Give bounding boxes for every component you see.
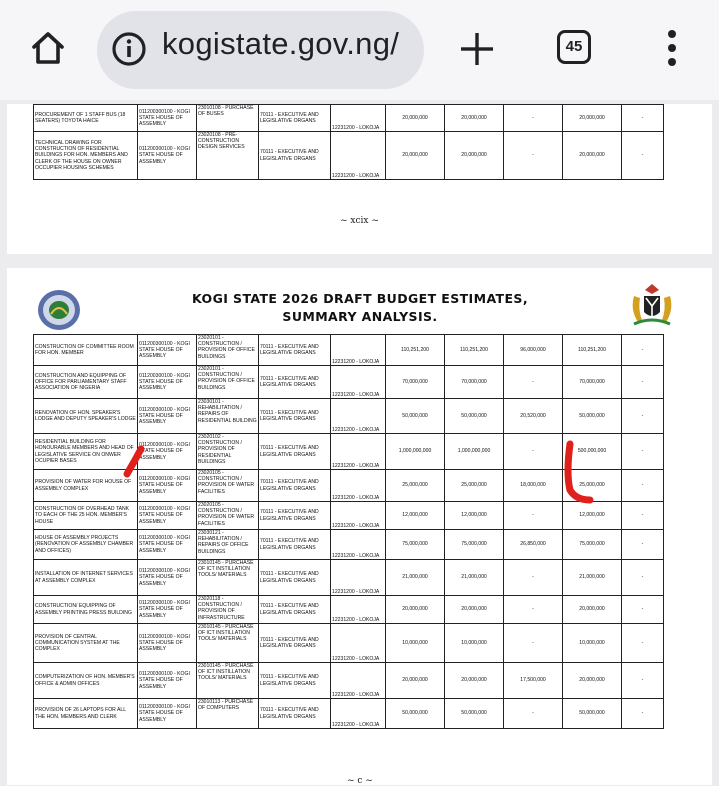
- cell-proposed-amount: 20,000,000: [563, 663, 622, 699]
- cell-actual-amount: -: [504, 596, 563, 624]
- cell-remarks: -: [622, 335, 664, 366]
- cell-approved-amount: 20,000,000: [386, 132, 445, 180]
- cell-function-code: 70111 - EXECUTIVE AND LEGISLATIVE ORGANS: [259, 366, 331, 399]
- cell-proposed-amount: 70,000,000: [563, 366, 622, 399]
- cell-remarks: -: [622, 366, 664, 399]
- cell-mda-code: 011200300100 - KOGI STATE HOUSE OF ASSEMBLY: [138, 366, 197, 399]
- cell-item-description: RENOVATION OF HON. SPEAKER'S LODGE AND DEPUTY SPEAKER'S LODGE: [34, 399, 138, 434]
- cell-actual-amount: 18,000,000: [504, 470, 563, 502]
- cell-mda-code: 011200300100 - KOGI STATE HOUSE OF ASSEMBLY: [138, 470, 197, 502]
- cell-actual-amount: -: [504, 560, 563, 596]
- cell-approved-amount: 25,000,000: [386, 470, 445, 502]
- cell-approved-amount: 75,000,000: [386, 530, 445, 560]
- home-icon[interactable]: [28, 28, 68, 68]
- cell-economic-code: 23030121 - REHABILITATION / REPAIRS OF OFFICE BUILDINGS: [197, 530, 259, 560]
- cell-revised-amount: 20,000,000: [445, 132, 504, 180]
- cell-actual-amount: -: [504, 434, 563, 470]
- cell-proposed-amount: 110,251,200: [563, 335, 622, 366]
- cell-remarks: -: [622, 560, 664, 596]
- overflow-menu-icon[interactable]: [665, 30, 679, 70]
- cell-revised-amount: 21,000,000: [445, 560, 504, 596]
- cell-proposed-amount: 25,000,000: [563, 470, 622, 502]
- cell-revised-amount: 10,000,000: [445, 624, 504, 663]
- document-title: [155, 290, 565, 326]
- cell-approved-amount: 20,000,000: [386, 596, 445, 624]
- cell-economic-code: 23020105 - CONSTRUCTION / PROVISION OF WATER FACILITIES: [197, 502, 259, 530]
- cell-mda-code: 011200300100 - KOGI STATE HOUSE OF ASSEMBLY: [138, 596, 197, 624]
- cell-revised-amount: 1,000,000,000: [445, 434, 504, 470]
- cell-mda-code: 011200300100 - KOGI STATE HOUSE OF ASSEMBLY: [138, 335, 197, 366]
- cell-function-code: 70111 - EXECUTIVE AND LEGISLATIVE ORGANS: [259, 470, 331, 502]
- cell-revised-amount: 25,000,000: [445, 470, 504, 502]
- cell-item-description: CONSTRUCTION AND EQUIPPING OF OFFICE FOR PARLIAMENTARY STAFF ASSOCIATION OF NIGERIA: [34, 366, 138, 399]
- cell-function-code: 70111 - EXECUTIVE AND LEGISLATIVE ORGANS: [259, 434, 331, 470]
- cell-remarks: -: [622, 470, 664, 502]
- cell-remarks: -: [622, 399, 664, 434]
- cell-item-description: PROVISION OF CENTRAL COMMUNICATION SYSTEM AT THE COMPLEX: [34, 624, 138, 663]
- cell-actual-amount: -: [504, 624, 563, 663]
- cell-revised-amount: 50,000,000: [445, 399, 504, 434]
- cell-mda-code: 011200300100 - KOGI STATE HOUSE OF ASSEMBLY: [138, 434, 197, 470]
- cell-remarks: -: [622, 663, 664, 699]
- cell-approved-amount: 1,000,000,000: [386, 434, 445, 470]
- cell-actual-amount: -: [504, 699, 563, 729]
- cell-mda-code: 011200300100 - KOGI STATE HOUSE OF ASSEMBLY: [138, 663, 197, 699]
- cell-economic-code: 23030101 - REHABILITATION / REPAIRS OF RESIDENTIAL BUILDING: [197, 399, 259, 434]
- page-number: ~ xcix ~: [340, 216, 379, 226]
- title-line-2: SUMMARY ANALYSIS.: [282, 309, 438, 324]
- table-row: [34, 624, 664, 663]
- cell-remarks: -: [622, 105, 664, 132]
- cell-remarks: -: [622, 699, 664, 729]
- table-row: [34, 399, 664, 434]
- cell-item-description: HOUSE OF ASSEMBLY PROJECTS (RENOVATION OF ASSEMBLY CHAMBER AND OFFICES): [34, 530, 138, 560]
- cell-actual-amount: 96,000,000: [504, 335, 563, 366]
- table-row: [34, 663, 664, 699]
- new-tab-icon[interactable]: [458, 30, 496, 68]
- page-number: ~ c ~: [347, 776, 373, 786]
- browser-toolbar: [0, 0, 719, 100]
- cell-function-code: 70111 - EXECUTIVE AND LEGISLATIVE ORGANS: [259, 335, 331, 366]
- cell-proposed-amount: 50,000,000: [563, 399, 622, 434]
- cell-economic-code: 23010145 - PURCHASE OF ICT INSTILLATION TOOLS/ MATERIALS: [197, 560, 259, 596]
- cell-proposed-amount: 10,000,000: [563, 624, 622, 663]
- cell-location-code: 12231200 - LOKOJA: [331, 699, 386, 729]
- annotation-stroke: [118, 444, 148, 478]
- cell-approved-amount: 20,000,000: [386, 105, 445, 132]
- cell-location-code: 12231200 - LOKOJA: [331, 502, 386, 530]
- cell-actual-amount: -: [504, 132, 563, 180]
- cell-revised-amount: 20,000,000: [445, 596, 504, 624]
- cell-economic-code: 23020102 - CONSTRUCTION / PROVISION OF RESIDENTIAL BUILDINGS: [197, 434, 259, 470]
- cell-economic-code: 23020101 - CONSTRUCTION / PROVISION OF OFFICE BUILDINGS: [197, 366, 259, 399]
- table-row: [34, 596, 664, 624]
- table-row: [34, 530, 664, 560]
- cell-mda-code: 011200300100 - KOGI STATE HOUSE OF ASSEMBLY: [138, 105, 197, 132]
- cell-item-description: TECHNICAL DRAWING FOR CONSTRUCTION OF RESIDENTIAL BUILDINGS FOR HON. MEMBERS AND CLERK OF THE HOUSE ON OWNER OCCUPIER HOUSING SCHEMES: [34, 132, 138, 180]
- cell-revised-amount: 75,000,000: [445, 530, 504, 560]
- cell-location-code: 12231200 - LOKOJA: [331, 366, 386, 399]
- cell-location-code: 12231200 - LOKOJA: [331, 663, 386, 699]
- cell-location-code: 12231200 - LOKOJA: [331, 105, 386, 132]
- table-row: [34, 699, 664, 729]
- cell-location-code: 12231200 - LOKOJA: [331, 132, 386, 180]
- cell-location-code: 12231200 - LOKOJA: [331, 335, 386, 366]
- cell-approved-amount: 50,000,000: [386, 699, 445, 729]
- cell-economic-code: 23010145 - PURCHASE OF ICT INSTILLATION TOOLS/ MATERIALS: [197, 663, 259, 699]
- cell-item-description: CONSTRUCTION/ EQUIPPING OF ASSEMBLY PRINTING PRESS BUILDING: [34, 596, 138, 624]
- cell-function-code: 70111 - EXECUTIVE AND LEGISLATIVE ORGANS: [259, 624, 331, 663]
- cell-revised-amount: 110,251,200: [445, 335, 504, 366]
- budget-table-page1: [33, 104, 664, 180]
- cell-location-code: 12231200 - LOKOJA: [331, 434, 386, 470]
- annotation-stroke: [560, 438, 600, 506]
- cell-proposed-amount: 500,000,000: [563, 434, 622, 470]
- kogi-assembly-seal-icon: [36, 288, 82, 332]
- cell-revised-amount: 50,000,000: [445, 699, 504, 729]
- cell-location-code: 12231200 - LOKOJA: [331, 470, 386, 502]
- cell-actual-amount: -: [504, 502, 563, 530]
- cell-economic-code: 23020108 - PRE-CONSTRUCTION DESIGN SERVICES: [197, 132, 259, 180]
- cell-revised-amount: 20,000,000: [445, 663, 504, 699]
- cell-remarks: -: [622, 502, 664, 530]
- cell-approved-amount: 10,000,000: [386, 624, 445, 663]
- cell-actual-amount: -: [504, 366, 563, 399]
- budget-table-page2: [33, 334, 664, 729]
- table-row: [34, 132, 664, 180]
- cell-mda-code: 011200300100 - KOGI STATE HOUSE OF ASSEMBLY: [138, 699, 197, 729]
- cell-actual-amount: 26,850,000: [504, 530, 563, 560]
- cell-mda-code: 011200300100 - KOGI STATE HOUSE OF ASSEMBLY: [138, 560, 197, 596]
- cell-revised-amount: 20,000,000: [445, 105, 504, 132]
- cell-economic-code: 23010108 - PURCHASE OF BUSES: [197, 105, 259, 132]
- tab-switcher-button[interactable]: 45: [557, 30, 591, 64]
- cell-item-description: COMPUTERIZATION OF HON. MEMBER'S OFFICE & ADMIN OFFICES: [34, 663, 138, 699]
- cell-mda-code: 011200300100 - KOGI STATE HOUSE OF ASSEMBLY: [138, 132, 197, 180]
- cell-mda-code: 011200300100 - KOGI STATE HOUSE OF ASSEMBLY: [138, 530, 197, 560]
- cell-remarks: -: [622, 434, 664, 470]
- cell-item-description: RESIDENTIAL BUILDING FOR HONOURABLE MEMBERS AND HEAD OF LEGISLATIVE SERVICE ON ONWER OCUPIER BASES: [34, 434, 138, 470]
- cell-item-description: PROVISION OF WATER FOR HOUSE OF ASSEMBLY COMPLEX: [34, 470, 138, 502]
- cell-economic-code: 23010113 - PURCHASE OF COMPUTERS: [197, 699, 259, 729]
- table-row: [34, 366, 664, 399]
- cell-remarks: -: [622, 132, 664, 180]
- cell-economic-code: 23020118 - CONSTRUCTION / PROVISION OF INFRASTRUCTURE: [197, 596, 259, 624]
- nigeria-coat-of-arms-icon: [626, 282, 678, 328]
- cell-approved-amount: 20,000,000: [386, 663, 445, 699]
- cell-economic-code: 23020105 - CONSTRUCTION / PROVISION OF WATER FACILITIES: [197, 470, 259, 502]
- cell-function-code: 70111 - EXECUTIVE AND LEGISLATIVE ORGANS: [259, 663, 331, 699]
- cell-economic-code: 23010145 - PURCHASE OF ICT INSTILLATION TOOLS/ MATERIALS: [197, 624, 259, 663]
- table-row: [34, 105, 664, 132]
- cell-location-code: 12231200 - LOKOJA: [331, 530, 386, 560]
- cell-proposed-amount: 50,000,000: [563, 699, 622, 729]
- cell-item-description: CONSTRUCTION OF OVERHEAD TANK TO EACH OF THE 25 HON. MEMBER'S HOUSE: [34, 502, 138, 530]
- cell-item-description: PROCUREMENT OF 1 STAFF BUS (18 SEATERS) TOYOTA HAICE: [34, 105, 138, 132]
- cell-economic-code: 23020101 - CONSTRUCTION / PROVISION OF OFFICE BUILDINGS: [197, 335, 259, 366]
- cell-approved-amount: 70,000,000: [386, 366, 445, 399]
- cell-actual-amount: 17,500,000: [504, 663, 563, 699]
- cell-approved-amount: 50,000,000: [386, 399, 445, 434]
- cell-location-code: 12231200 - LOKOJA: [331, 560, 386, 596]
- cell-remarks: -: [622, 596, 664, 624]
- title-line-1: KOGI STATE 2026 DRAFT BUDGET ESTIMATES,: [192, 291, 528, 306]
- cell-remarks: -: [622, 624, 664, 663]
- cell-mda-code: 011200300100 - KOGI STATE HOUSE OF ASSEMBLY: [138, 399, 197, 434]
- cell-function-code: 70111 - EXECUTIVE AND LEGISLATIVE ORGANS: [259, 699, 331, 729]
- cell-function-code: 70111 - EXECUTIVE AND LEGISLATIVE ORGANS: [259, 596, 331, 624]
- cell-item-description: PROVISION OF 26 LAPTOPS FOR ALL THE HON. MEMBERS AND CLERK: [34, 699, 138, 729]
- cell-proposed-amount: 21,000,000: [563, 560, 622, 596]
- cell-location-code: 12231200 - LOKOJA: [331, 624, 386, 663]
- cell-proposed-amount: 20,000,000: [563, 596, 622, 624]
- cell-function-code: 70111 - EXECUTIVE AND LEGISLATIVE ORGANS: [259, 530, 331, 560]
- cell-revised-amount: 12,000,000: [445, 502, 504, 530]
- cell-mda-code: 011200300100 - KOGI STATE HOUSE OF ASSEMBLY: [138, 624, 197, 663]
- cell-actual-amount: 20,520,000: [504, 399, 563, 434]
- cell-proposed-amount: 75,000,000: [563, 530, 622, 560]
- cell-approved-amount: 21,000,000: [386, 560, 445, 596]
- table-row: [34, 560, 664, 596]
- cell-item-description: INSTALLATION OF INTERNET SERVICES AT ASSEMBLY COMPLEX: [34, 560, 138, 596]
- table-row: [34, 335, 664, 366]
- cell-approved-amount: 12,000,000: [386, 502, 445, 530]
- cell-actual-amount: -: [504, 105, 563, 132]
- cell-location-code: 12231200 - LOKOJA: [331, 596, 386, 624]
- cell-function-code: 70111 - EXECUTIVE AND LEGISLATIVE ORGANS: [259, 105, 331, 132]
- info-icon[interactable]: [111, 31, 147, 67]
- cell-location-code: 12231200 - LOKOJA: [331, 399, 386, 434]
- url-text[interactable]: kogistate.gov.ng/: [162, 26, 400, 61]
- cell-item-description: CONSTRUCTION OF COMMITTEE ROOM FOR HON. MEMBER: [34, 335, 138, 366]
- cell-function-code: 70111 - EXECUTIVE AND LEGISLATIVE ORGANS: [259, 132, 331, 180]
- cell-remarks: -: [622, 530, 664, 560]
- cell-proposed-amount: 12,000,000: [563, 502, 622, 530]
- cell-revised-amount: 70,000,000: [445, 366, 504, 399]
- cell-proposed-amount: 20,000,000: [563, 132, 622, 180]
- cell-mda-code: 011200300100 - KOGI STATE HOUSE OF ASSEMBLY: [138, 502, 197, 530]
- cell-function-code: 70111 - EXECUTIVE AND LEGISLATIVE ORGANS: [259, 502, 331, 530]
- cell-approved-amount: 110,251,200: [386, 335, 445, 366]
- cell-function-code: 70111 - EXECUTIVE AND LEGISLATIVE ORGANS: [259, 399, 331, 434]
- cell-proposed-amount: 20,000,000: [563, 105, 622, 132]
- cell-function-code: 70111 - EXECUTIVE AND LEGISLATIVE ORGANS: [259, 560, 331, 596]
